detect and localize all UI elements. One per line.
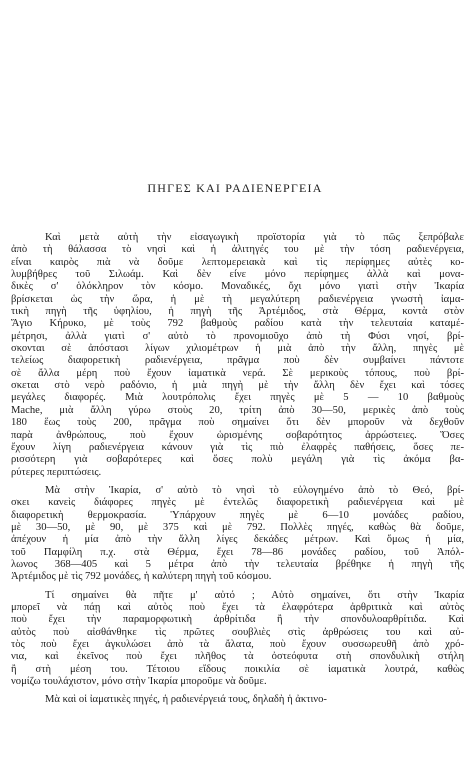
paragraph xyxy=(11,694,464,706)
paragraph xyxy=(11,485,464,584)
text-line: ἔχουν λίγη ραδιενέργεια κάνουν γιὰ τὶς πιὸ ἐλαφρὲς παθήσεις, ὅσες πε- xyxy=(11,441,464,453)
text-line: Ἅγιο Κήρυκο, μὲ τοὺς 792 βαθμοὺς ραδίου κατὰ τὴν τελευταία καταμέ- xyxy=(11,318,464,330)
text-line: αὐτὸς ποὺ αἰσθάνθηκε τὶς πρῶτες σουβλιὲς στὶς ἀρθρώσεις του καὶ αὐ- xyxy=(11,626,464,638)
text-line: ποὺ ἔχει τὴν παραμορφωτικὴ ἀρθρίτιδα ἢ τὴν σπονδυλοαρθρίτιδα. Καὶ xyxy=(11,614,464,626)
chapter-heading: ΠΗΓΕΣ ΚΑΙ ΡΑΔΙΕΝΕΡΓΕΙΑ xyxy=(147,181,323,195)
text-line: σκεται στὸ νερὸ ραδόνιο, ἡ μιὰ πηγὴ μὲ τὴν ἄλλη δὲν ἔχει καὶ τόσες xyxy=(11,380,464,392)
body-text xyxy=(11,232,464,707)
text-line: Μὰ στὴν Ἰκαρία, σ' αὐτὸ τὸ νησὶ τὸ εὐλογημένο ἀπὸ τὸ Θεό, βρί- xyxy=(45,484,464,496)
text-line: μὲ 30—50, μὲ 90, μὲ 375 καὶ μὲ 792. Πολλὲς πηγές, καθὼς θὰ δοῦμε, xyxy=(11,521,464,533)
text-line: μεγάλες διαφορές. Μιὰ λουτρόπολις ἔχει πηγὲς μὲ 5 — 10 βαθμοὺς xyxy=(11,392,464,404)
text-line: τοῦ Παμφίλη π.χ. στὰ Θέρμα, ἔχει 78—86 μονάδες ραδίου, τοῦ Ἀπόλ- xyxy=(11,546,464,558)
text-line: παρὰ ἀνθρώπους, ποὺ ἔχουν ὡρισμένης σοβαρότητος ἀρρώστειες. Ὅσες xyxy=(11,429,464,441)
text-line: 180 ἕως τοὺς 200, πρᾶγμα ποὺ σημαίνει ὅτι δὲν μποροῦν νὰ δεχθοῦν xyxy=(11,417,464,429)
text-line: λωνος 368—405 καὶ 5 μέτρα ἀπὸ τὴν τελευταία βρέθηκε ἡ πηγὴ τῆς xyxy=(11,558,464,570)
text-line: ρισσότερη γιὰ σοβαρότερες καὶ ὅσες πολὺ μεγάλη γιὰ τὶς ἀκόμα βα- xyxy=(11,454,464,466)
text-line: τελείως διαφορετικὴ ραδιενέργεια, πρᾶγμα ποὺ δὲν συμβαίνει πάντοτε xyxy=(11,355,464,367)
text-line: Τί σημαίνει θὰ πῆτε μ' αὐτό ; Αὐτὸ σημαίνει, ὅτι στὴν Ἰκαρία xyxy=(45,589,464,601)
text-line: δικὲς σ' ὁλόκληρον τὸν κόσμο. Μοναδικές, ὄχι μόνο γιατὶ στὴν Ἰκαρία xyxy=(11,281,464,293)
text-line: μπορεῖ νὰ πάῃ καὶ αὐτὸς ποὺ ἔχει τὰ ἐλαφρότερα ἀρθριτικὰ καὶ αὐτὸς xyxy=(11,601,464,613)
text-line: νομίζω τουλάχιστον, μόνο στὴν Ἰκαρία μποροῦμε νὰ δοῦμε. xyxy=(11,676,267,688)
text-line: σκει κανεὶς διάφορες πηγὲς μὲ ἐντελῶς διαφορετικὴ ραδιενέργεια καὶ μὲ xyxy=(11,497,464,509)
text-line: σὲ ἄλλα μέρη ποὺ ἔχουν ἰαματικὰ νερά. Σὲ μερικοὺς τόπους, ποὺ βρί- xyxy=(11,367,464,379)
text-line: ἀπὸ τὴ θάλασσα τὸ νησὶ καὶ ἡ ἀλιτηγές του μὲ τὴν τόση ραδιενέργεια, xyxy=(11,244,464,256)
text-line: λυμβήθρες τοῦ Σιλωάμ. Καὶ δὲν εἶνε μόνο περίφημες ἀλλὰ καὶ μονα- xyxy=(11,269,464,281)
paragraph xyxy=(11,590,464,689)
text-line: Ἀρτέμιδος μὲ τὶς 792 μονάδες, ἡ καλύτερη πηγὴ τοῦ κόσμου. xyxy=(11,571,272,583)
text-line: ἀπέχουν ἡ μία ἀπὸ τὴν ἄλλη λίγες δεκάδες μέτρων. Καὶ ὅμως ἡ μία, xyxy=(11,534,464,546)
text-line: ρύτερες περιπτώσεις. xyxy=(11,466,102,478)
text-line: Καὶ μετὰ αὐτὴ τὴν εἰσαγωγικὴ προϊστορία γιὰ τὸ πῶς ξεπρόβαλε xyxy=(45,232,464,243)
text-line: μέτρησι, ἀλλὰ γιατὶ σ' αὐτὸ τὸ προνομιοῦχο ἀπὸ τὴ Φύσι νησί, βρί- xyxy=(11,330,464,342)
text-line: βρίσκεται ὡς τὴν ὥρα, ἡ μὲ τὴ μεγαλύτερη ραδιενέργεια γνωστὴ ἰαμα- xyxy=(11,293,464,305)
text-line: Μὰ καὶ οἱ ἰαματικὲς πηγές, ἡ ραδιενέργειά τους, δηλαδὴ ἡ ἀκτινο- xyxy=(45,694,327,706)
text-line: τικὴ πηγὴ τῆς ὑφηλίου, ἡ πηγὴ τῆς Ἀρτέμιδος, στὰ Θέρμα, κοντὰ στὸν xyxy=(11,306,464,318)
text-line: ἢ στὴ μέση του. Τέτοιου εἴδους ποικιλία σὲ ἰαματικὰ λουτρά, καθὼς xyxy=(11,663,464,675)
text-line: τὸς ποὺ ἔχει ἀγκυλώσει ἀπὸ τὰ ἄλατα, ποὺ ἔχουν συσσωρευθῆ ἀπὸ χρό- xyxy=(11,639,464,650)
text-line: εἶναι καιρὸς πιὰ νὰ δοῦμε λεπτομερειακὰ καὶ τὶς περίφημες αὐτὲς κο- xyxy=(11,256,464,268)
paragraph xyxy=(11,232,464,479)
text-line: διαφορετικὴ θερμοκρασία. Ὑπάρχουν πηγὲς μὲ 6—10 μονάδες ραδίου, xyxy=(11,509,464,521)
text-line: νια, καὶ ἐκεῖνος ποὺ ἔχει πλῆθος τὰ ὀστεόφυτα στὴ σπονδυλικὴ στήλη xyxy=(11,651,464,663)
text-line: σκονται σὲ ἀπόστασι λίγων χιλιομέτρων ἡ μιὰ ἀπὸ τὴν ἄλλη, πηγὲς μὲ xyxy=(11,343,464,355)
text-line: Mache, μιὰ ἄλλη γύρω στοὺς 20, τρίτη ἀπὸ 30—50, μερικὲς ἀπὸ τοὺς xyxy=(11,404,464,416)
